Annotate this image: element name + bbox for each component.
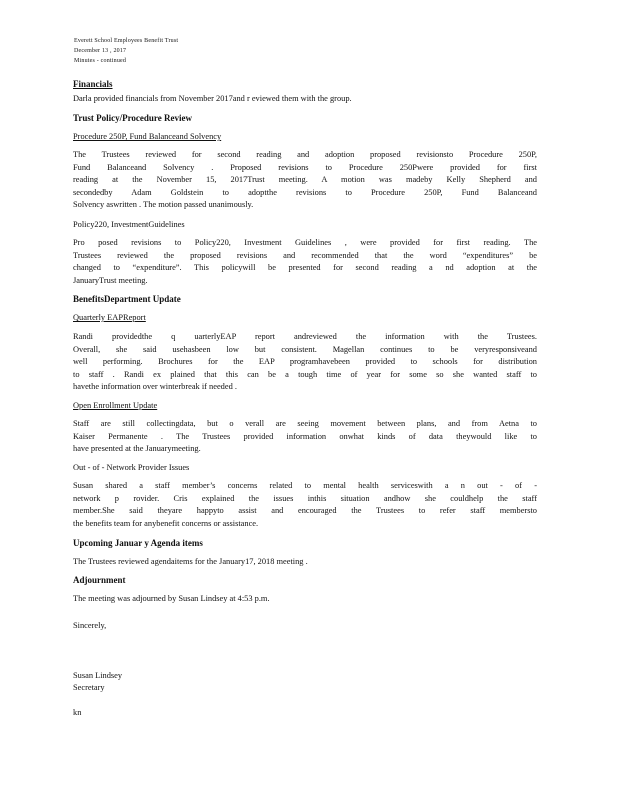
typist-initials: kn [73,708,82,717]
open-enrollment-paragraph [73,418,537,456]
paragraph-line: member.She said theyare happyto assist and encouraged the Trustees to refer staff membersto [73,506,537,515]
paragraph-line: Randi providedthe q uarterlyEAP report andreviewed the information with the Trustees. [73,332,537,341]
policy-220-paragraph [73,237,537,287]
header-trust-name: Everett School Employees Benefit Trust [74,38,179,44]
paragraph-line: Susan shared a staff member’s concerns related to mental health serviceswith a n out - of - [73,481,537,490]
procedure-250p-subheading: Procedure 250P, Fund Balanceand Solvency [73,132,222,141]
paragraph-line: network p rovider. Cris explained the issues inthis situation andhow she couldhelp the staff [73,493,537,503]
eap-report-subheading: Quarterly EAPReport [73,313,146,322]
header-minutes: Minutes - continued [74,58,127,64]
paragraph-line: JanuaryTrust meeting. [73,275,148,285]
paragraph-line: to staff . Randi ex plained that this can be a tough time of year for some so she wanted staff to [73,369,537,379]
out-of-network-paragraph [73,480,537,530]
paragraph-line: well performing. Brochures for the EAP programhavebeen provided to schools for distribution [73,357,537,366]
paragraph-line: Fund Balanceand Solvency . Proposed revisions to Procedure 250Pwere provided for first [73,162,537,172]
sincerely-closing: Sincerely, [73,621,107,630]
paragraph-line: reading at the November 15, 2017Trust meeting. A motion was madeby Kelly Shepherd and [73,175,537,184]
policy-220-subheading: Policy220, InvestmentGuidelines [73,220,185,229]
paragraph-line: changed to “expenditure”. This policywill be presented for second reading a nd adoption at the [73,263,537,272]
paragraph-line: Solvency aswritten . The motion passed unanimously. [73,200,254,209]
financials-heading: Financials [73,79,113,89]
paragraph-line: have presented at the Januarymeeting. [73,444,201,453]
paragraph-line: havethe information over winterbreak if needed . [73,382,237,391]
open-enrollment-subheading: Open Enrollment Update [73,401,158,410]
procedure-250p-paragraph [73,149,537,212]
financials-paragraph [73,93,537,106]
paragraph-line: secondedby Adam Goldstein to adoptthe revisions to Procedure 250P, Fund Balanceand [73,187,537,197]
financials-text: Darla provided financials from November 2017and r eviewed them with the group. [73,94,352,103]
paragraph-line: Overall, she said usehasbeen low but consistent. Magellan continues to be veryresponsiveand [73,344,537,354]
paragraph-line: Kaiser Permanente . The Trustees provided information onwhat kinds of data theywould like to [73,431,537,441]
trust-policy-heading: Trust Policy/Procedure Review [73,113,192,123]
paragraph-line: Staff are still collectingdata, but o verall are seeing movement between plans, and from Aetna to [73,419,537,428]
signer-title: Secretary [73,683,105,692]
paragraph-line: The Trustees reviewed agendaitems for the January17, 2018 meeting . [73,557,308,566]
adjournment-paragraph [73,593,537,606]
paragraph-line: the benefits team for anybenefit concerns or assistance. [73,518,259,528]
adjournment-heading: Adjournment [73,575,126,585]
header-date: December 13 , 2017 [74,48,127,54]
paragraph-line: The Trustees reviewed for second reading and adoption proposed revisionsto Procedure 250P, [73,150,537,159]
out-of-network-subheading: Out - of - Network Provider Issues [73,463,190,472]
paragraph-line: Pro posed revisions to Policy220, Investment Guidelines , were provided for first reading. The [73,238,537,247]
upcoming-agenda-paragraph [73,556,537,569]
upcoming-agenda-heading: Upcoming Januar y Agenda items [73,538,203,548]
benefits-department-heading: BenefitsDepartment Update [73,294,181,304]
paragraph-line: The meeting was adjourned by Susan Lindsey at 4:53 p.m. [73,594,270,603]
eap-report-paragraph [73,331,537,394]
paragraph-line: Trustees reviewed the proposed revisions and recommended that the word “expenditures” be [73,250,537,260]
signer-name: Susan Lindsey [73,671,123,680]
